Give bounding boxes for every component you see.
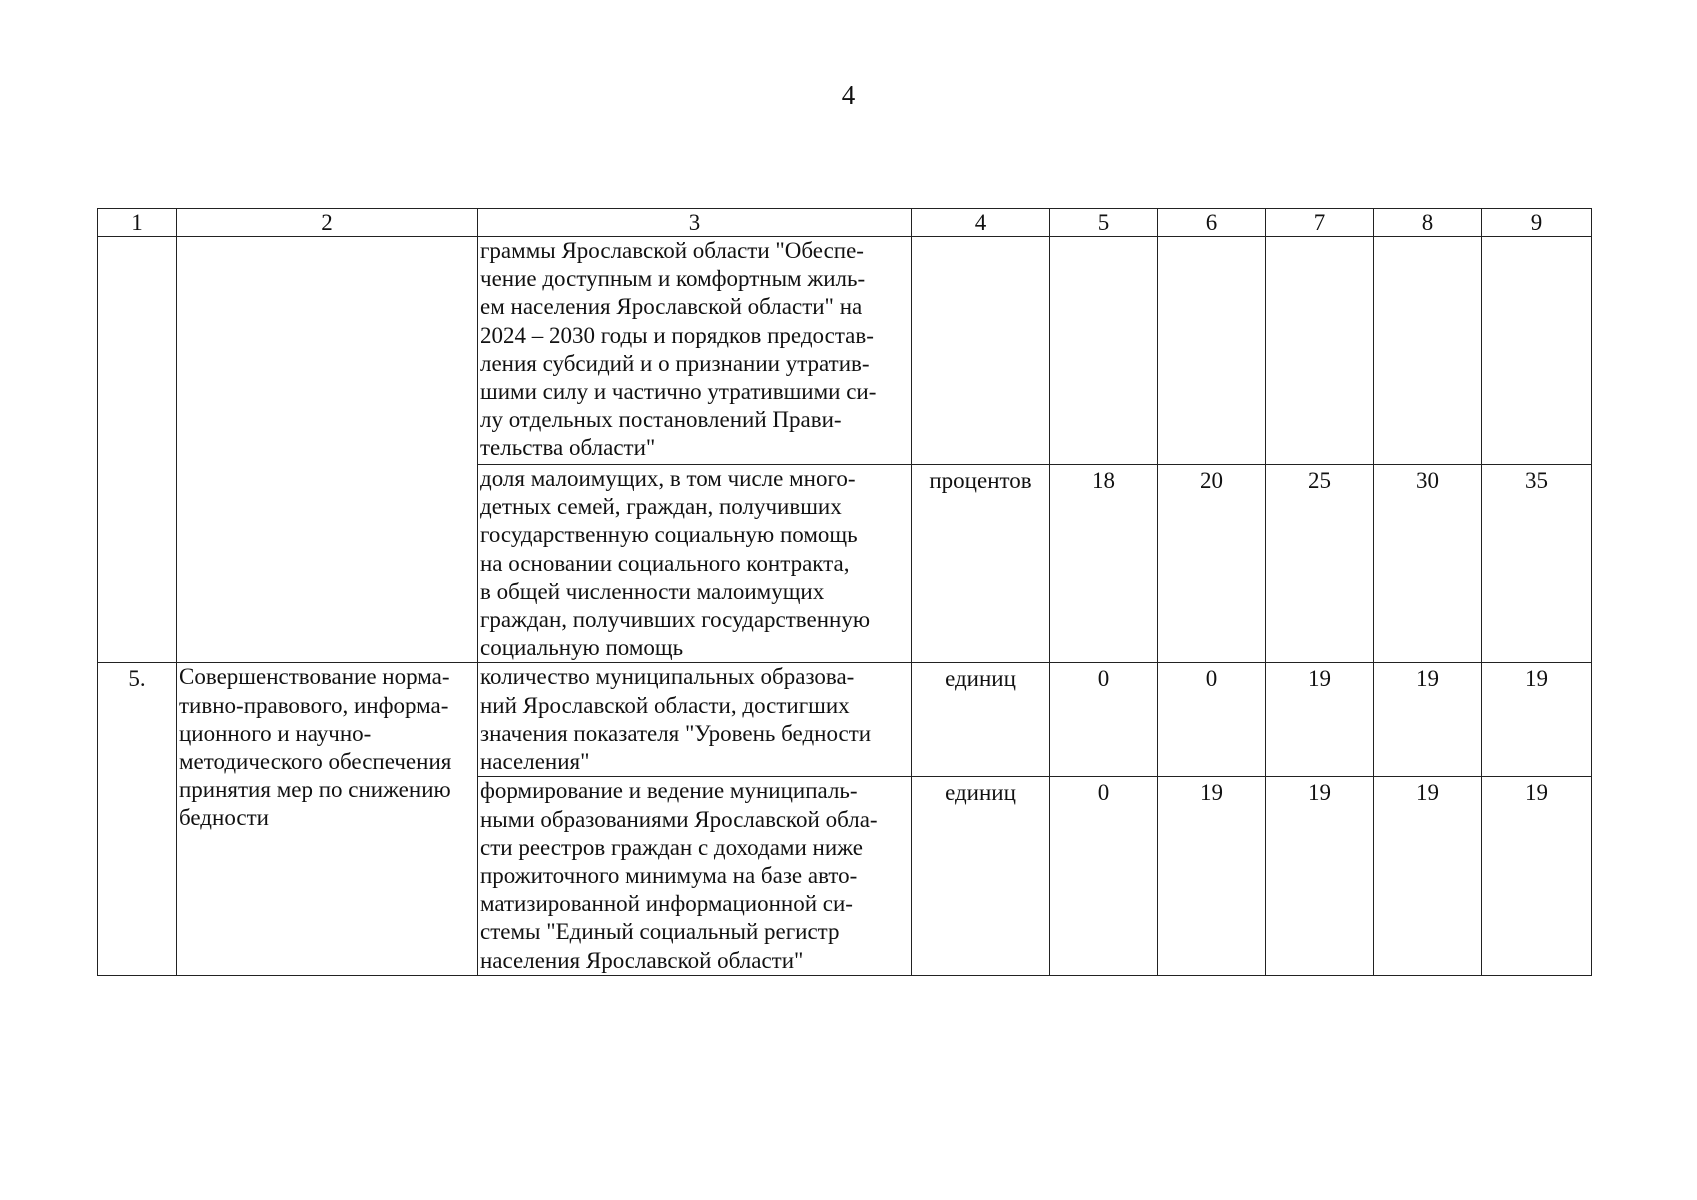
value-cell [1266, 237, 1374, 465]
value-cell: 18 [1050, 465, 1158, 663]
table-header-row [98, 209, 1592, 237]
unit-cell [912, 237, 1050, 465]
value-cell [1050, 237, 1158, 465]
value-cell: 19 [1158, 777, 1266, 975]
column-number: 5 [1050, 209, 1158, 237]
column-number: 3 [478, 209, 912, 237]
value-cell: 0 [1050, 777, 1158, 975]
value-cell: 19 [1374, 663, 1482, 777]
value-cell [1482, 237, 1592, 465]
indicator-cell: доля малоимущих, в том числе много- детных семей, граждан, получивших государственную социальную помощь на основании социального контракта, в общей численности малоимущих граждан, получивших государственную социальную помощь [478, 465, 912, 663]
indicator-cell: формирование и ведение муниципаль- ными образованиями Ярославской обла- сти реестров граждан с доходами ниже прожиточного минимума на базе авто- матизированной информационной си- стемы "Единый социальный регистр населения Ярославской области" [478, 777, 912, 975]
indicator-cell: граммы Ярославской области "Обеспе- чение доступным и комфортным жиль- ем населения Ярославской области" на 2024 – 2030 годы и порядков предостав- ления субсидий и о признании утратив- шими силу и частично утратившими си- лу отдельных постановлений Прави- тельства области" [478, 237, 912, 465]
column-number: 2 [177, 209, 478, 237]
value-cell: 19 [1482, 777, 1592, 975]
value-cell: 0 [1158, 663, 1266, 777]
value-cell: 19 [1266, 777, 1374, 975]
unit-cell: единиц [912, 663, 1050, 777]
column-number: 7 [1266, 209, 1374, 237]
column-number: 4 [912, 209, 1050, 237]
indicators-table [97, 208, 1592, 976]
value-cell: 35 [1482, 465, 1592, 663]
indicator-cell: количество муниципальных образова- ний Ярославской области, достигших значения показателя "Уровень бедности населения" [478, 663, 912, 777]
page-number: 4 [841, 80, 856, 110]
task-cell [177, 237, 478, 663]
value-cell: 19 [1266, 663, 1374, 777]
table-row [98, 237, 1592, 465]
task-cell: Совершенствование норма- тивно-правового, информа- ционного и научно- методического обеспечения принятия мер по снижению бедности [177, 663, 478, 975]
column-number: 8 [1374, 209, 1482, 237]
column-number: 6 [1158, 209, 1266, 237]
value-cell: 0 [1050, 663, 1158, 777]
value-cell [1374, 237, 1482, 465]
value-cell: 25 [1266, 465, 1374, 663]
index-cell: 5. [98, 663, 177, 975]
column-number: 9 [1482, 209, 1592, 237]
index-cell [98, 237, 177, 663]
value-cell: 19 [1482, 663, 1592, 777]
value-cell: 30 [1374, 465, 1482, 663]
unit-cell: единиц [912, 777, 1050, 975]
value-cell: 19 [1374, 777, 1482, 975]
value-cell [1158, 237, 1266, 465]
value-cell: 20 [1158, 465, 1266, 663]
column-number: 1 [98, 209, 177, 237]
unit-cell: процентов [912, 465, 1050, 663]
table-row [98, 663, 1592, 777]
